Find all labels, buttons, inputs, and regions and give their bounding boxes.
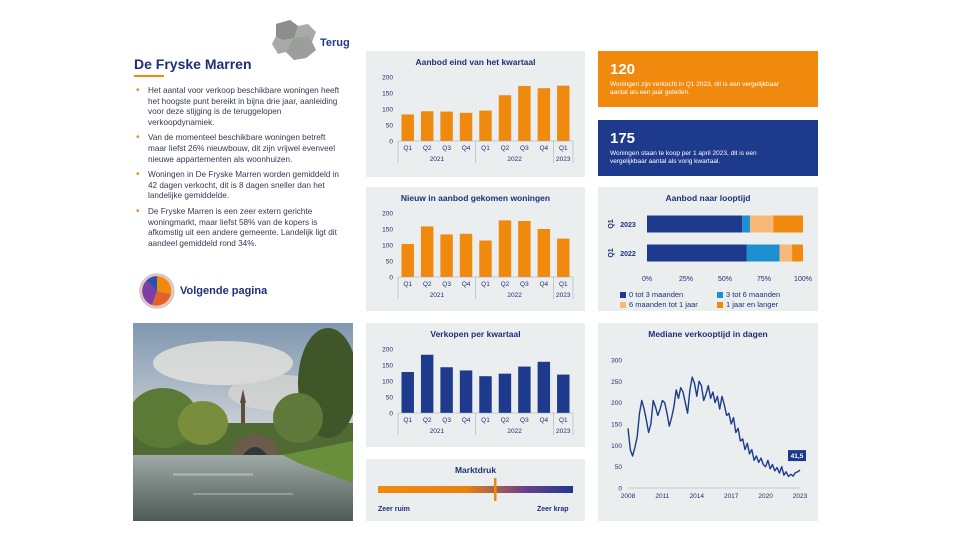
y-tick-label: 0 xyxy=(618,485,622,493)
gauge-marker xyxy=(494,478,497,501)
y-tick-label: 0 xyxy=(389,138,393,146)
bar xyxy=(421,355,433,413)
x-tick-label: Q4 xyxy=(461,281,471,288)
bar xyxy=(538,229,550,277)
legend-label: 3 tot 6 maanden xyxy=(726,290,781,299)
y-tick-label: 100 xyxy=(611,442,622,450)
legend-swatch xyxy=(717,292,723,298)
sale-time-line-chart xyxy=(598,323,818,521)
kpi-value: 175 xyxy=(610,130,636,147)
x-tick-label: Q4 xyxy=(539,281,549,288)
x-tick-label: Q1 xyxy=(481,281,490,288)
bar xyxy=(518,367,530,413)
y-tick-label: 200 xyxy=(382,74,393,82)
x-tick-label: Q2 xyxy=(500,145,510,152)
y-tick-label: 50 xyxy=(614,464,622,472)
x-tick-label: 25% xyxy=(678,276,694,283)
gauge-right-label: Zeer krap xyxy=(537,506,569,513)
bar xyxy=(499,220,511,277)
x-tick-label: Q4 xyxy=(539,145,549,152)
legend-label: 1 jaar en langer xyxy=(726,300,779,309)
stacked-bar-segment xyxy=(780,245,792,262)
legend-label: 0 tot 3 maanden xyxy=(629,290,684,299)
stacked-bar-segment xyxy=(747,245,780,262)
x-tick-label: Q2 xyxy=(500,417,510,424)
bar xyxy=(538,88,550,141)
group-label: 2022 xyxy=(507,428,522,435)
bar xyxy=(557,375,569,413)
x-tick-label: 2008 xyxy=(620,493,636,500)
bullet-item: • Van de momenteel beschikbare woningen betreft maar liefst 26% nieuwbouw, dit zijn vrijwel evenveel nieuwe appartementen als woonhuizen. xyxy=(134,133,344,165)
y-tick-label: 100 xyxy=(382,106,393,114)
gauge-title: Marktdruk xyxy=(454,465,497,475)
kpi-description: Woningen staan te koop per 1 april 2023, dit is een vergelijkbaar aantal als vorig kwartaal. xyxy=(610,150,757,165)
bullet-item: • Het aantal voor verkoop beschikbare woningen heeft het hoogste punt bereikt in bijna drie jaar, aanleiding voor deze stijging is de teruggelopen verkoopdynamiek. xyxy=(134,86,344,128)
town-canal-photo xyxy=(133,323,353,521)
y-tick-label: 50 xyxy=(385,394,393,402)
group-label: 2022 xyxy=(507,292,522,299)
legend-item xyxy=(620,300,713,309)
pie-chart-icon xyxy=(138,272,176,310)
stacked-bar-segment xyxy=(742,216,750,233)
y-tick-label: 300 xyxy=(611,357,622,365)
y-tick-label: 200 xyxy=(611,400,622,408)
gauge-left-label: Zeer ruim xyxy=(378,506,410,513)
x-tick-label: Q2 xyxy=(422,417,432,424)
group-label: 2021 xyxy=(429,292,445,299)
y-tick-label: 50 xyxy=(385,258,393,266)
x-tick-label: 100% xyxy=(794,276,812,283)
x-tick-label: Q4 xyxy=(461,145,471,152)
stacked-bar-segment xyxy=(773,216,803,233)
legend-item xyxy=(717,300,810,309)
x-tick-label: Q1 xyxy=(558,145,568,152)
group-label: 2021 xyxy=(429,156,445,163)
end-value-label: 41,5 xyxy=(790,453,804,461)
chart-title: Aanbod naar looptijd xyxy=(665,193,751,203)
x-tick-label: Q1 xyxy=(558,417,568,424)
x-tick-label: Q1 xyxy=(403,281,413,288)
bar xyxy=(440,367,452,413)
chart-title: Aanbod eind van het kwartaal xyxy=(415,57,536,67)
stacked-bar-segment xyxy=(750,216,773,233)
chart-title: Mediane verkooptijd in dagen xyxy=(648,329,768,339)
y-tick-label: 0 xyxy=(389,274,393,282)
x-tick-label: 2014 xyxy=(689,493,705,500)
municipality-map-icon xyxy=(268,18,320,62)
bar xyxy=(440,234,452,277)
bar xyxy=(518,86,530,141)
bar xyxy=(499,95,511,141)
x-tick-label: 2020 xyxy=(758,493,773,500)
y-tick-label: 250 xyxy=(611,378,622,386)
stacked-bar-segment xyxy=(792,245,803,262)
x-tick-label: Q2 xyxy=(500,281,510,288)
y-tick-label: 150 xyxy=(611,421,622,429)
group-label: 2023 xyxy=(556,156,571,163)
stock-chart-panel xyxy=(366,51,585,177)
chart-title: Nieuw in aanbod gekomen woningen xyxy=(400,193,551,203)
bar xyxy=(460,370,472,413)
gauge-bar xyxy=(378,486,573,493)
bar xyxy=(402,114,414,141)
y-tick-label: 100 xyxy=(382,242,393,250)
duration-legend xyxy=(620,290,810,309)
y-tick-label: 200 xyxy=(382,346,393,354)
x-tick-label: Q2 xyxy=(422,145,432,152)
x-tick-label: Q3 xyxy=(442,281,451,288)
bar xyxy=(538,362,550,413)
stock-bar-chart xyxy=(366,51,585,177)
x-tick-label: Q3 xyxy=(520,281,529,288)
kpi-value: 120 xyxy=(610,61,636,78)
bar xyxy=(421,111,433,141)
title-underline xyxy=(134,75,164,77)
x-tick-label: 2011 xyxy=(655,493,670,500)
y-category-label: 2022 xyxy=(620,251,636,258)
x-tick-label: Q3 xyxy=(520,417,529,424)
x-tick-label: Q4 xyxy=(539,417,549,424)
bar xyxy=(460,234,472,277)
series-line xyxy=(628,377,800,476)
summary-bullets xyxy=(134,86,344,254)
x-tick-label: Q3 xyxy=(442,145,451,152)
x-tick-label: Q1 xyxy=(481,417,490,424)
bar xyxy=(440,112,452,141)
bar xyxy=(557,239,569,277)
next-page-button[interactable] xyxy=(138,272,267,310)
x-tick-label: Q1 xyxy=(481,145,490,152)
y-category-label: 2023 xyxy=(620,222,636,229)
bullet-item: • De Fryske Marren is een zeer extern gerichte woningmarkt, maar liefst 58% van de kopers is afkomstig uit een andere gemeente. Landelijk ligt dit aandeel gemiddeld rond 34%. xyxy=(134,207,344,249)
bar xyxy=(479,111,491,141)
legend-item xyxy=(717,290,810,299)
bar xyxy=(421,226,433,277)
group-label: 2023 xyxy=(556,292,571,299)
stacked-bar-segment xyxy=(647,216,742,233)
sales-chart-panel xyxy=(366,323,585,447)
x-tick-label: Q1 xyxy=(558,281,568,288)
y-tick-label: 50 xyxy=(385,122,393,130)
bar xyxy=(499,374,511,413)
x-tick-label: 75% xyxy=(756,276,772,283)
bar xyxy=(402,244,414,277)
x-tick-label: Q3 xyxy=(442,417,451,424)
group-label: 2023 xyxy=(556,428,571,435)
bullet-item: • Woningen in De Fryske Marren worden gemiddeld in 42 dagen verkocht, dit is 8 dagen sneller dan het landelijke gemiddelde. xyxy=(134,170,344,202)
new-listings-chart-panel xyxy=(366,187,585,311)
bar xyxy=(460,113,472,141)
x-tick-label: 2017 xyxy=(723,493,739,500)
legend-swatch xyxy=(717,302,723,308)
bar xyxy=(518,221,530,277)
next-page-label: Volgende pagina xyxy=(180,285,268,297)
group-label: 2022 xyxy=(507,156,522,163)
y-tick-label: 150 xyxy=(382,226,393,234)
stacked-bar-segment xyxy=(647,245,747,262)
bar xyxy=(479,241,491,277)
kpi-stock-box xyxy=(598,120,818,176)
y-period-label: Q1 xyxy=(608,248,615,258)
x-tick-label: Q1 xyxy=(403,145,413,152)
kpi-sales-box xyxy=(598,51,818,107)
bar xyxy=(479,376,491,413)
x-tick-label: 50% xyxy=(717,276,733,283)
y-tick-label: 150 xyxy=(382,362,393,370)
bar xyxy=(557,86,569,141)
back-link[interactable]: Terug xyxy=(320,37,350,49)
legend-item xyxy=(620,290,713,299)
x-tick-label: Q1 xyxy=(403,417,413,424)
y-tick-label: 100 xyxy=(382,378,393,386)
sales-bar-chart xyxy=(366,323,585,447)
y-period-label: Q1 xyxy=(608,219,615,229)
y-tick-label: 0 xyxy=(389,410,393,418)
legend-swatch xyxy=(620,292,626,298)
x-tick-label: Q4 xyxy=(461,417,471,424)
x-tick-label: Q2 xyxy=(422,281,432,288)
x-tick-label: Q3 xyxy=(520,145,529,152)
y-tick-label: 200 xyxy=(382,210,393,218)
y-tick-label: 150 xyxy=(382,90,393,98)
x-tick-label: 0% xyxy=(641,276,653,283)
sale-time-chart-panel xyxy=(598,323,818,521)
legend-swatch xyxy=(620,302,626,308)
new-listings-bar-chart xyxy=(366,187,585,311)
legend-label: 6 maanden tot 1 jaar xyxy=(629,300,698,309)
page-title: De Fryske Marren xyxy=(134,56,252,72)
kpi-description: Woningen zijn verkocht in Q1 2023, dit is een vergelijkbaar aantal als een jaar geleden. xyxy=(610,81,779,96)
chart-title: Verkopen per kwartaal xyxy=(430,329,521,339)
bar xyxy=(402,372,414,413)
x-tick-label: 2023 xyxy=(792,493,808,500)
group-label: 2021 xyxy=(429,428,445,435)
